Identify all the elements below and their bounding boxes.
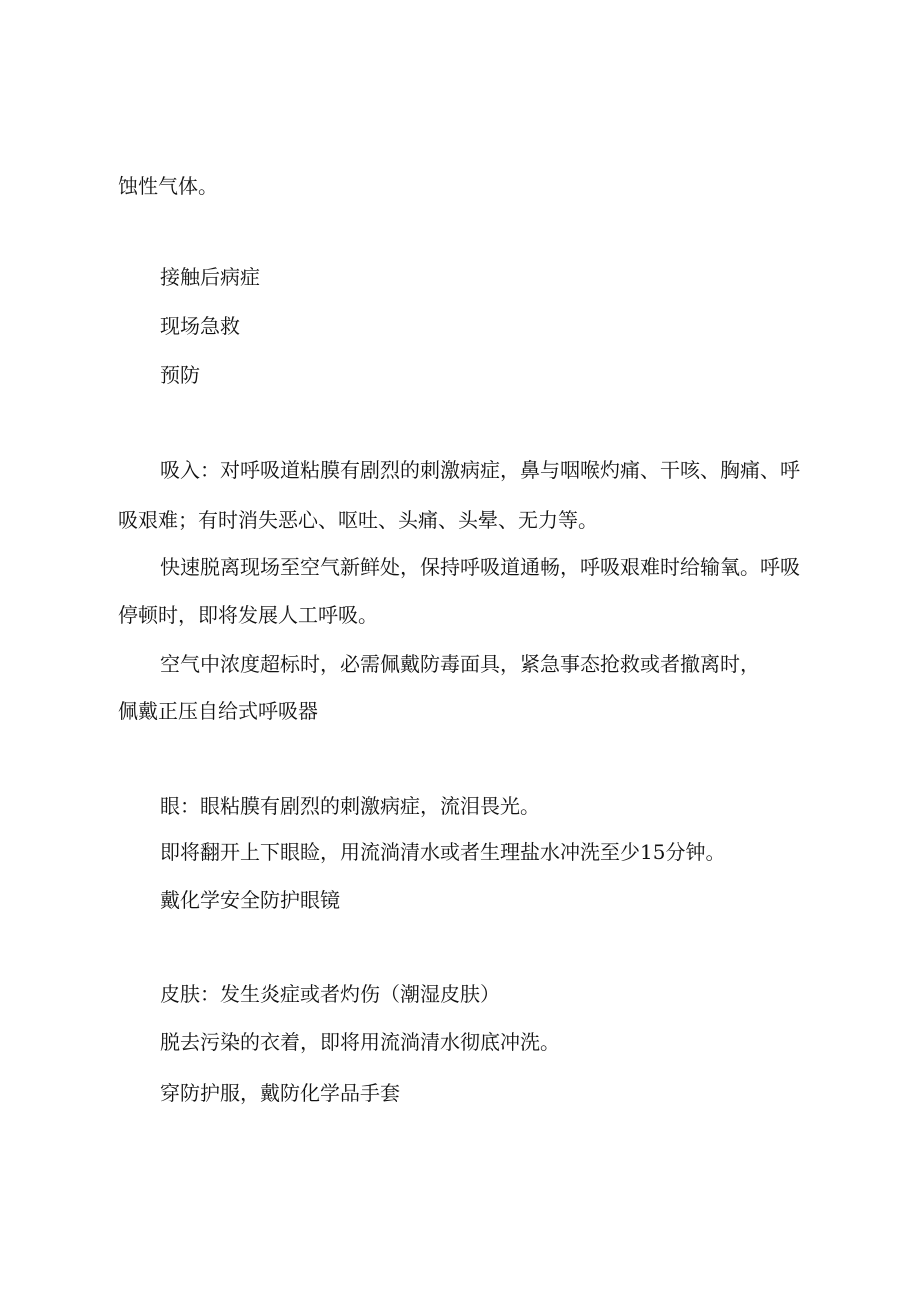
inhalation-symptoms-line2: 吸艰难；有时消失恶心、呕吐、头痛、头晕、无力等。: [118, 508, 598, 532]
intro-fragment: 蚀性气体。: [118, 174, 218, 198]
eyes-prevention: 戴化学安全防护眼镜: [160, 888, 340, 912]
inhalation-prevention-line2: 佩戴正压自给式呼吸器: [118, 699, 318, 723]
eyes-symptoms: 眼：眼粘膜有剧烈的刺激病症，流泪畏光。: [160, 794, 540, 818]
heading-symptoms: 接触后病症: [160, 265, 260, 289]
skin-first-aid: 脱去污染的衣着，即将用流淌清水彻底冲洗。: [160, 1030, 560, 1054]
skin-symptoms: 皮肤：发生炎症或者灼伤（潮湿皮肤）: [160, 982, 500, 1006]
heading-first-aid: 现场急救: [160, 314, 240, 338]
inhalation-first-aid-line1: 快速脱离现场至空气新鲜处，保持呼吸道通畅，呼吸艰难时给输氧。呼吸: [160, 555, 800, 579]
inhalation-first-aid-line2: 停顿时，即将发展人工呼吸。: [118, 603, 378, 627]
inhalation-symptoms-line1: 吸入：对呼吸道粘膜有剧烈的刺激病症，鼻与咽喉灼痛、干咳、胸痛、呼: [160, 458, 800, 482]
inhalation-prevention-line1: 空气中浓度超标时，必需佩戴防毒面具，紧急事态抢救或者撤离时，: [160, 652, 760, 676]
skin-prevention: 穿防护服，戴防化学品手套: [160, 1081, 400, 1105]
eyes-first-aid: 即将翻开上下眼睑，用流淌清水或者生理盐水冲洗至少15分钟。: [160, 840, 726, 864]
heading-prevention: 预防: [160, 363, 200, 387]
